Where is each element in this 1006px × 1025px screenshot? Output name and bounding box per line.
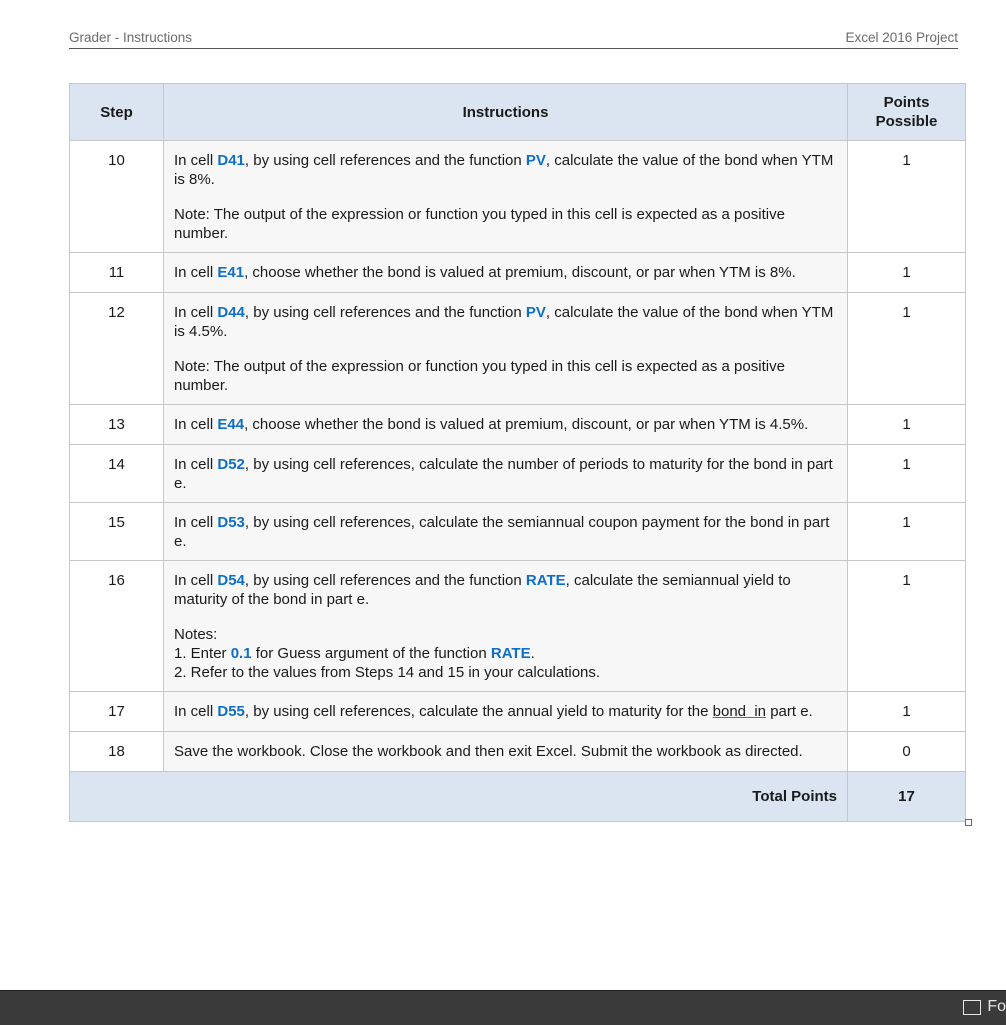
spellcheck-underline: bond in	[712, 703, 767, 720]
points-value: 1	[848, 293, 966, 405]
instruction-notes: Notes: 1. Enter 0.1 for Guess argument of the function RATE. 2. Refer to the values from Steps 14 and 15 in your calculations.	[174, 626, 601, 681]
header-title: Grader - Instructions	[69, 30, 193, 45]
table-header-row	[70, 84, 966, 141]
instruction-cell	[164, 561, 848, 692]
instruction-cell	[164, 293, 848, 405]
table-row	[70, 732, 966, 772]
table-row	[70, 561, 966, 692]
fullscreen-label: Fo	[987, 998, 1006, 1015]
step-number: 10	[70, 141, 164, 253]
instructions-table	[69, 83, 966, 822]
instruction-cell	[164, 445, 848, 503]
points-value: 1	[848, 405, 966, 445]
instruction-text: In cell D41, by using cell references and the function PV, calculate the value of the bond when YTM is 8%.	[174, 152, 834, 188]
step-number: 14	[70, 445, 164, 503]
instruction-cell	[164, 692, 848, 732]
points-value: 1	[848, 141, 966, 253]
step-number: 13	[70, 405, 164, 445]
step-number: 18	[70, 732, 164, 772]
points-value: 1	[848, 445, 966, 503]
step-number: 15	[70, 503, 164, 561]
instruction-text: In cell D44, by using cell references and the function PV, calculate the value of the bond when YTM is 4.5%.	[174, 304, 834, 340]
table-row	[70, 293, 966, 405]
instruction-text: In cell E44, choose whether the bond is valued at premium, discount, or par when YTM is 4.5%.	[174, 416, 809, 433]
step-number: 17	[70, 692, 164, 732]
step-number: 16	[70, 561, 164, 692]
column-header-points: Points Possible	[848, 84, 966, 141]
instruction-text: In cell D53, by using cell references, calculate the semiannual coupon payment for the bond in part e.	[174, 514, 830, 550]
table-row	[70, 445, 966, 503]
table-row	[70, 503, 966, 561]
page-header	[69, 29, 958, 49]
column-header-step: Step	[70, 84, 164, 141]
points-value: 1	[848, 692, 966, 732]
instruction-note: Note: The output of the expression or function you typed in this cell is expected as a positive number.	[174, 358, 785, 394]
header-project: Excel 2016 Project	[845, 30, 958, 45]
total-points-value: 17	[848, 772, 966, 822]
table-row	[70, 405, 966, 445]
step-number: 11	[70, 253, 164, 293]
fullscreen-button[interactable]	[963, 998, 1006, 1016]
points-value: 1	[848, 503, 966, 561]
instruction-text: In cell D54, by using cell references and the function RATE, calculate the semiannual yield to maturity of the bond in part e.	[174, 572, 791, 608]
instruction-note: Note: The output of the expression or function you typed in this cell is expected as a positive number.	[174, 206, 785, 242]
table-resize-handle[interactable]	[965, 819, 972, 826]
points-value: 1	[848, 561, 966, 692]
total-row	[70, 772, 966, 822]
instruction-text: Save the workbook. Close the workbook and then exit Excel. Submit the workbook as directed.	[174, 743, 803, 760]
points-value: 1	[848, 253, 966, 293]
instruction-cell	[164, 503, 848, 561]
table-row	[70, 141, 966, 253]
table-row	[70, 253, 966, 293]
table-row	[70, 692, 966, 732]
bottom-toolbar	[0, 990, 1006, 1025]
column-header-instructions: Instructions	[164, 84, 848, 141]
instruction-text: In cell D52, by using cell references, calculate the number of periods to maturity for the bond in part e.	[174, 456, 833, 492]
points-value: 0	[848, 732, 966, 772]
instruction-cell	[164, 405, 848, 445]
fullscreen-icon	[963, 1000, 981, 1015]
instruction-text: In cell D55, by using cell references, calculate the annual yield to maturity for the bond in part e.	[174, 703, 813, 720]
instruction-text: In cell E41, choose whether the bond is valued at premium, discount, or par when YTM is 8%.	[174, 264, 796, 281]
instruction-cell	[164, 732, 848, 772]
instruction-cell	[164, 141, 848, 253]
instruction-cell	[164, 253, 848, 293]
total-points-label: Total Points	[70, 772, 848, 822]
step-number: 12	[70, 293, 164, 405]
